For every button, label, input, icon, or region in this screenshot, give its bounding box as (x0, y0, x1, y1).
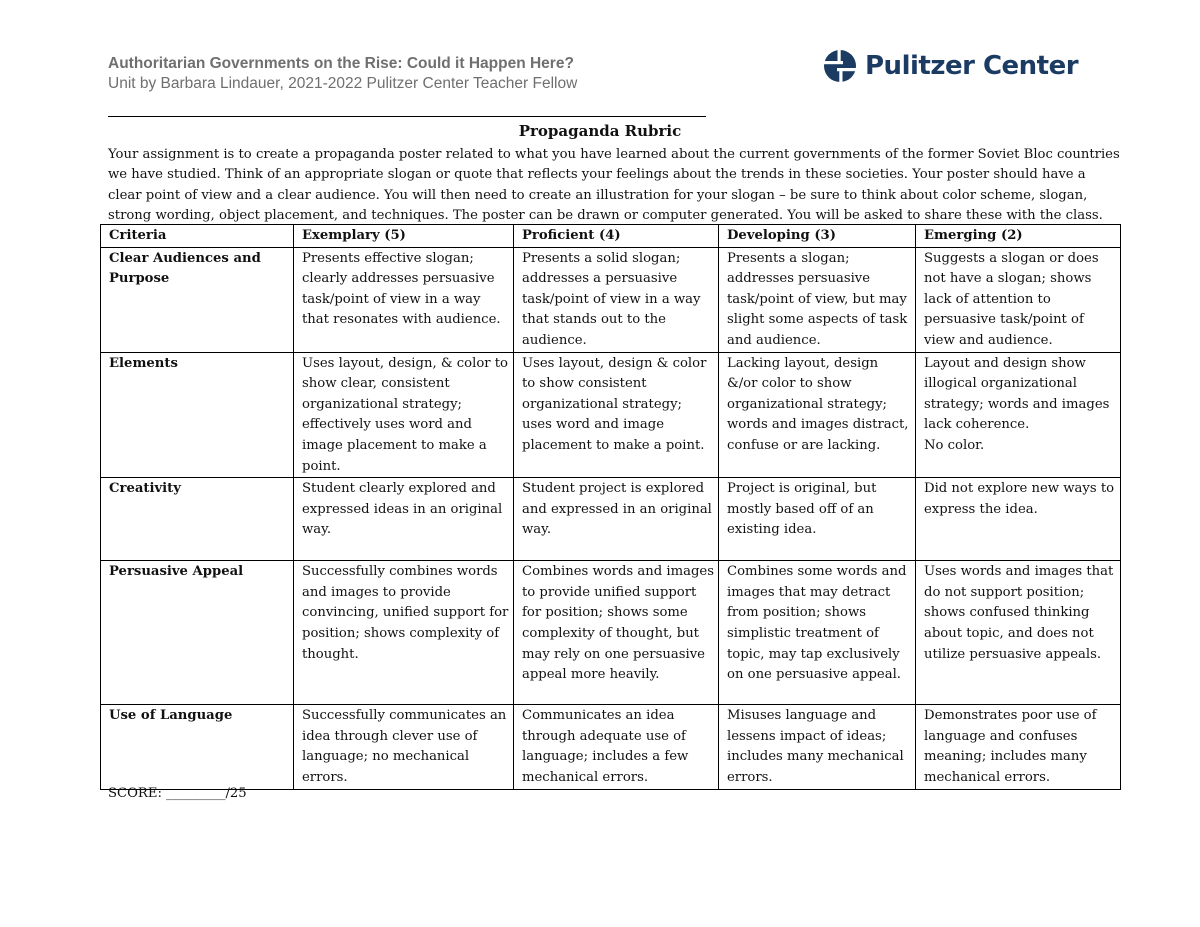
assignment-instructions: Your assignment is to create a propaganda poster related to what you have learned about the current governments of the former Soviet Bloc countries we have studied. Think of an appropriate slogan or quote that reflects your feelings about the trends in these societies. Your poster should have a clear point of view and a clear audience. You will then need to create an illustration for your slogan – be sure to think about color scheme, slogan, strong wording, object placement, and techniques. The poster can be drawn or computer generated. You will be asked to share these with the class. (108, 147, 1120, 223)
rubric-cell: Communicates an idea through adequate use of language; includes a few mechanical errors. (514, 705, 719, 789)
table-row (101, 352, 1121, 478)
rubric-cell: Lacking layout, design &/or color to show organizational strategy; words and images distract, confuse or are lacking. (719, 352, 916, 478)
table-row (101, 247, 1121, 352)
rubric-cell: Combines words and images to provide unified support for position; shows some complexity of thought, but may rely on one persuasive appeal more heavily. (514, 561, 719, 705)
pulitzer-center-logo (823, 46, 1078, 86)
table-row (101, 705, 1121, 789)
rubric-cell: Successfully communicates an idea through clever use of language; no mechanical errors. (294, 705, 514, 789)
rubric-cell: Demonstrates poor use of language and confuses meaning; includes many mechanical errors. (916, 705, 1121, 789)
criterion-cell: Persuasive Appeal (101, 561, 294, 705)
rubric-cell: Presents a slogan; addresses persuasive task/point of view, but may slight some aspects of task and audience. (719, 247, 916, 352)
header-criteria: Criteria (101, 225, 294, 248)
rubric-cell: Layout and design show illogical organizational strategy; words and images lack coherence. No color. (916, 352, 1121, 478)
criterion-cell: Use of Language (101, 705, 294, 789)
table-row (101, 478, 1121, 561)
rubric-table (100, 224, 1121, 790)
header-exemplary: Exemplary (5) (294, 225, 514, 248)
rubric-header-row (101, 225, 1121, 248)
criterion-cell: Creativity (101, 478, 294, 561)
rubric-cell: Misuses language and lessens impact of ideas; includes many mechanical errors. (719, 705, 916, 789)
page-title: Propaganda Rubric (518, 122, 682, 140)
rubric-cell: Did not explore new ways to express the idea. (916, 478, 1121, 561)
rubric-cell: Successfully combines words and images to provide convincing, unified support for position; shows complexity of thought. (294, 561, 514, 705)
rubric-cell: Combines some words and images that may detract from position; shows simplistic treatment of topic, may tap exclusively on one persuasive appeal. (719, 561, 916, 705)
table-row (101, 561, 1121, 705)
logo-wordmark: Pulitzer Center (865, 51, 1079, 81)
rubric-cell: Presents effective slogan; clearly addresses persuasive task/point of view in a way that resonates with audience. (294, 247, 514, 352)
rubric-cell: Suggests a slogan or does not have a slogan; shows lack of attention to persuasive task/point of view and audience. (916, 247, 1121, 352)
score-line: SCORE: _________/25 (108, 786, 247, 801)
pulitzer-logo-icon (823, 49, 857, 83)
rubric-cell: Uses layout, design & color to show consistent organizational strategy; uses word and image placement to make a point. (514, 352, 719, 478)
criterion-cell: Clear Audiences and Purpose (101, 247, 294, 352)
rubric-cell: Presents a solid slogan; addresses a persuasive task/point of view in a way that stands out to the audience. (514, 247, 719, 352)
criterion-cell: Elements (101, 352, 294, 478)
header-emerging: Emerging (2) (916, 225, 1121, 248)
header-divider (108, 116, 706, 117)
rubric-cell: Student clearly explored and expressed ideas in an original way. (294, 478, 514, 561)
rubric-cell: Uses layout, design, & color to show clear, consistent organizational strategy; effectively uses word and image placement to make a point. (294, 352, 514, 478)
rubric-cell: Project is original, but mostly based off of an existing idea. (719, 478, 916, 561)
unit-author: Unit by Barbara Lindauer, 2021-2022 Pulitzer Center Teacher Fellow (108, 75, 578, 92)
rubric-cell: Student project is explored and expressed in an original way. (514, 478, 719, 561)
unit-title: Authoritarian Governments on the Rise: Could it Happen Here? (108, 55, 574, 72)
rubric-cell: Uses words and images that do not support position; shows confused thinking about topic, and does not utilize persuasive appeals. (916, 561, 1121, 705)
header-developing: Developing (3) (719, 225, 916, 248)
header-proficient: Proficient (4) (514, 225, 719, 248)
